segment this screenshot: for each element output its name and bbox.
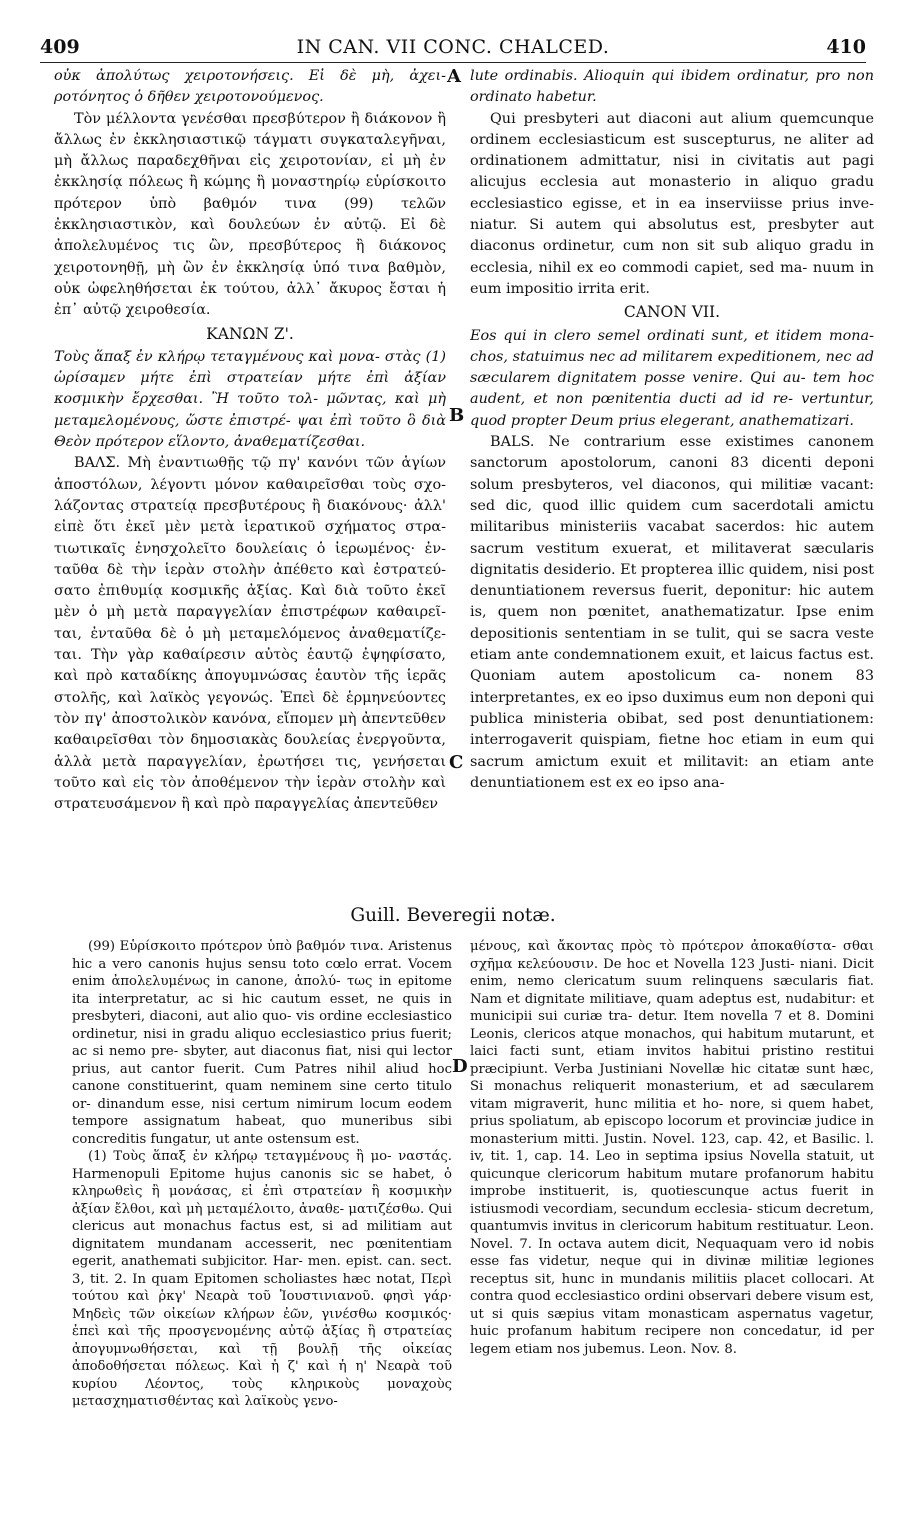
latin-canon-vi-text: Qui presbyteri aut diaconi aut alium quemcunque ordinem ecclesiasticum est suscepturus, ne aliter ad ordinationem admittatur, nisi in civitatis aut pagi alicujus ecclesia aut monasterio in aliquo gradu ecclesiastico egisse, et in ea inserviisse prius inve- niatur. Si autem qui absolutus est, presbyter aut diaconus ordinetur, cum non sit sub aliquo gradu in ecclesia, nihil ex eo commodi capiet, sed ma- nuum in eum impositio irrita erit.: [470, 110, 874, 297]
note-1-continued: μένους, καὶ ἄκοντας πρὸς τὸ πρότερον ἀποκαθίστα- σθαι σχῆμα κελεύουσιν. De hoc et Novella 123 Justi- niani. Dicit enim, nemo clericatum suum relinquens sæcularis fiat. Nam et dignitate militiave, quam adeptus est, nudabitur: et municipii sui curiæ tra- detur. Item novella 7 et 8. Domini Leonis, clericos atque monachos, qui habitum mutarunt, et laici facti sunt, etiam invitos habitui pristino restitui præcipiunt. Verba Justiniani Novellæ hic citatæ sunt hæc, Si monachus reliquerit monasterium, et ad sæcularem vitam migraverit, hunc militia et ho- nore, si quem habet, prius spoliatum, ab episcopo locorum et provinciæ judice in monasterium mitti. Justin. Novel. 123, cap. 42, et Basilic. l. iv, tit. 1, cap. 14. Leo in septima ipsius Novella statuit, ut quicunque clericorum habitum mutare profanorum habitu improbe instituerit, is, quotiescunque actus fuerit in istiusmodi vecordiam, secundum ecclesia- sticum decretum, quantumvis invitus in clericorum habitum restituatur. Leon. Novel. 7. In octava autem dicit, Nequaquam vero id nobis esse fas videtur, neque qui in divinæ militiæ legiones receptus sit, hunc in mundanis militiis placet collocari. At contra quod ecclesiastico ordini observari debere visum est, ut si quis sæpius vitam monasticam aspernatus vagetur, huic profanum habitum recipere non concedatur, id per legem etiam nos jubemus. Leon. Nov. 8.: [470, 939, 874, 1357]
greek-canon-heading: ΚΑΝΩΝ Ζ'.: [206, 324, 294, 343]
margin-letter-b: B: [449, 405, 465, 426]
margin-letter-c: C: [449, 752, 464, 773]
latin-canon-vii-text: Eos qui in clero semel ordinati sunt, et itidem mona- chos, statuimus nec ad militarem expeditionem, nec ad sæcularem dignitatem posse venire. Qui au- tem hoc audent, et non pœnitentia ducti ad id re- vertuntur, quod propter Deum prius elegerant, anathematizari.: [470, 327, 874, 429]
running-title: IN CAN. VII CONC. CHALCED.: [296, 36, 610, 58]
margin-letter-d: D: [452, 1056, 468, 1077]
latin-canon-heading: CANON VII.: [623, 303, 721, 322]
page-number-left: 409: [40, 36, 80, 58]
greek-column: [54, 66, 446, 815]
notes-title: Guill. Beveregii notæ.: [350, 905, 556, 926]
notes-left-column: [72, 938, 452, 1411]
notes-right-column: [470, 938, 874, 1358]
latin-balsamon-commentary: BALS. Ne contrarium esse existimes canonem sanctorum apostolorum, canoni 83 dicenti deponi solum presbyteros, vel diaconos, qui militiæ vacant: sed dic, quod illic quidem cum sacerdotali amictu militaribus ministeriis vacabat sacerdos: hic autem sacrum vestitum exuerat, et militaverat sæcularis dignitatis desiderio. Et propterea illic quidem, nisi post denuntiationem reversus fuerit, deponitur: hic autem is, quem non pœnitet, anathematizatur. Ipse enim depositionis sententiam in se tulit, qui se sacra veste etiam ante condemnationem exuit, et laicus factus est. Quoniam autem apostolicum ca- nonem 83 interpretantes, ex eo ipso duximus eum non deponi qui publica ministeria obibat, sed post denuntiationem: interrogaverit quispiam, fietne hoc etiam in eum qui sacrum amictum exuit et militavit: an etiam ante denuntiationem est ex eo ipso ana-: [470, 434, 874, 791]
latin-column: [470, 66, 874, 794]
note-99: (99) Εὑρίσκοιτο πρότερον ὑπὸ βαθμόν τινα. Aristenus hic a vero canonis hujus sensu toto cœlo errat. Vocem enim ἀπολελυμένως in canone, ἀπολύ- τως in epitome ita interpretatur, ac si hic cautum esset, ne quis in presbyteri, diaconi, aut alio quo- vis ordine ecclesiastico ordinetur, nisi in gradu aliquo ecclesiastico prius fuerit; ac si nemo pre- sbyter, aut diaconus fiat, nisi qui lector prius, aut cantor fuerit. Cum Patres nihil aliud hoc canone constituerint, quam neminem sine certo titulo or- dinandum esse, nisi certum nimirum locum eodem tempore assignatum habeat, quo muneribus sibi concreditis fungatur, ut ante ostensum est.: [72, 939, 452, 1147]
greek-continuation: οὐκ ἀπολύτως χειροτονήσεις. Εἰ δὲ μὴ, ἀχει- ροτόνητος ὁ δῆθεν χειροτονούμενος.: [54, 68, 446, 106]
page-number-right: 410: [826, 36, 866, 58]
margin-letter-a: A: [447, 66, 461, 87]
header-rule: [40, 62, 866, 63]
greek-canon-vi-text: Τὸν μέλλοντα γενέσθαι πρεσβύτερον ἢ διάκονον ἢ ἄλλως ἐν ἐκκλησιαστικῷ τάγματι συγκαταλεγῆναι, μὴ ἄλλως παραδεχθῆναι εἰς χειροτονίαν, εἰ μὴ ἐν ἐκκλησίᾳ πόλεως ἢ κώμης ἢ μοναστηρίῳ εὑρίσκοιτο πρότερον ὑπὸ βαθμόν τινα (99) τελῶν ἐκκλησιαστικὸν, καὶ δουλεύων ἐν αὐτῷ. Εἰ δὲ ἀπολελυμένος τις ὢν, πρεσβύτερος ἢ διάκονος χειροτονηθῇ, μὴ ὢν ἐν ἐκκλησίᾳ ὑπό τινα βαθμὸν, οὐκ ὠφεληθήσεται ἐκ τούτου, ἀλλ᾿ ἄκυρος ἔσται ἡ ἐπ᾿ αὐτῷ χειροθεσία.: [54, 110, 446, 319]
latin-continuation: lute ordinabis. Alioquin qui ibidem ordinatur, pro non ordinato habetur.: [470, 68, 874, 106]
greek-balsamon-commentary: ΒΑΛΣ. Μὴ ἐναντιωθῇς τῷ πγ' κανόνι τῶν ἁγίων ἀποστόλων, λέγοντι μόνον καθαιρεῖσθαι τοὺς σχο- λάζοντας στρατείᾳ πρεσβυτέρους ἢ διακόνους· ἀλλ' εἰπὲ ὅτι ἐκεῖ μὲν μετὰ ἱερατικοῦ σχήματος στρα- τιωτικαῖς ἐνησχολεῖτο δουλείαις ὁ ἱερωμένος· ἐν- ταῦθα δὲ τὴν ἱερὰν στολὴν ἀπέθετο καὶ ἐστρατεύ- σατο ἐπιθυμίᾳ κοσμικῆς ἀξίας. Καὶ διὰ τοῦτο ἐκεῖ μὲν ὁ μὴ μετὰ παραγγελίαν ἐπιστρέφων καθαιρεῖ- ται, ἐνταῦθα δὲ ὁ μὴ μεταμελόμενος ἀναθεματίζε- ται. Τὴν γὰρ καθαίρεσιν αὐτὸς ἑαυτῷ ἐψηφίσατο, καὶ πρὸ καταδίκης ἀπογυμνώσας ἑαυτὸν τῆς ἱερᾶς στολῆς, καὶ λαϊκὸς γεγονώς. Ἐπεὶ δὲ ἑρμηνεύοντες τὸν πγ' ἀποστολικὸν κανόνα, εἴπομεν μὴ ἀπεντεῦθεν καθαιρεῖσθαι τὸν δημοσιακὰς δουλείας ἐνεργοῦντα, ἀλλὰ μετὰ παραγγελίαν, ἐρωτήσει τις, γενήσεται τοῦτο καὶ εἰς τὸν ἀποθέμενον τὴν ἱερὰν στολὴν καὶ στρατευσάμενον ἢ καὶ πρὸ παραγγελίας ἀπεντεῦθεν: [54, 455, 446, 813]
greek-canon-vii-text: Τοὺς ἅπαξ ἐν κλήρῳ τεταγμένους καὶ μονα- στὰς (1) ὡρίσαμεν μήτε ἐπὶ στρατείαν μήτε ἐπὶ ἀξίαν κοσμικὴν ἔρχεσθαι. Ἢ τοῦτο τολ- μῶντας, καὶ μὴ μεταμελομένους, ὥστε ἐπιστρέ- ψαι ἐπὶ τοῦτο ὃ διὰ Θεὸν πρότερον εἵλοντο, ἀναθεματίζεσθαι.: [54, 348, 446, 451]
page-header: [40, 36, 866, 60]
note-1: (1) Τοὺς ἅπαξ ἐν κλήρῳ τεταγμένους ἢ μο- ναστάς. Harmenopuli Epitome hujus canonis sic se habet, ὁ κληρωθεὶς ἢ μονάσας, εἰ ἐπὶ στρατείαν ἢ κοσμικὴν ἀξίαν ἔλθοι, καὶ μὴ μεταμέλοιτο, ἀναθε- ματιζέσθω. Qui clericus aut monachus factus est, si ad militiam aut dignitatem mundanam accesserit, nec pœnitentiam egerit, anathemati subjicitor. Har- men. epist. can. sect. 3, tit. 2. In quam Epitomen scholiastes hæc notat, Περὶ τούτου καὶ ῥκγ' Νεαρὰ τοῦ Ἰουστινιανοῦ. φησὶ γάρ· Μηδεὶς τῶν οἰκείων κλήρων ἐῶν, γινέσθω κοσμικός· ἐπεὶ καὶ τῆς προσγενομένης αὐτῷ ἀξίας ἢ στρατείας ἀπογυμνωθήσεται, καὶ τῇ βουλῇ τῆς οἰκείας ἀποδοθήσεται πόλεως. Καὶ ἡ ζ' καὶ ἡ η' Νεαρὰ τοῦ κυρίου Λέοντος, τοὺς κληρικοὺς μοναχοὺς μετασχηματισθέντας καὶ λαϊκοὺς γενο-: [72, 1149, 452, 1409]
